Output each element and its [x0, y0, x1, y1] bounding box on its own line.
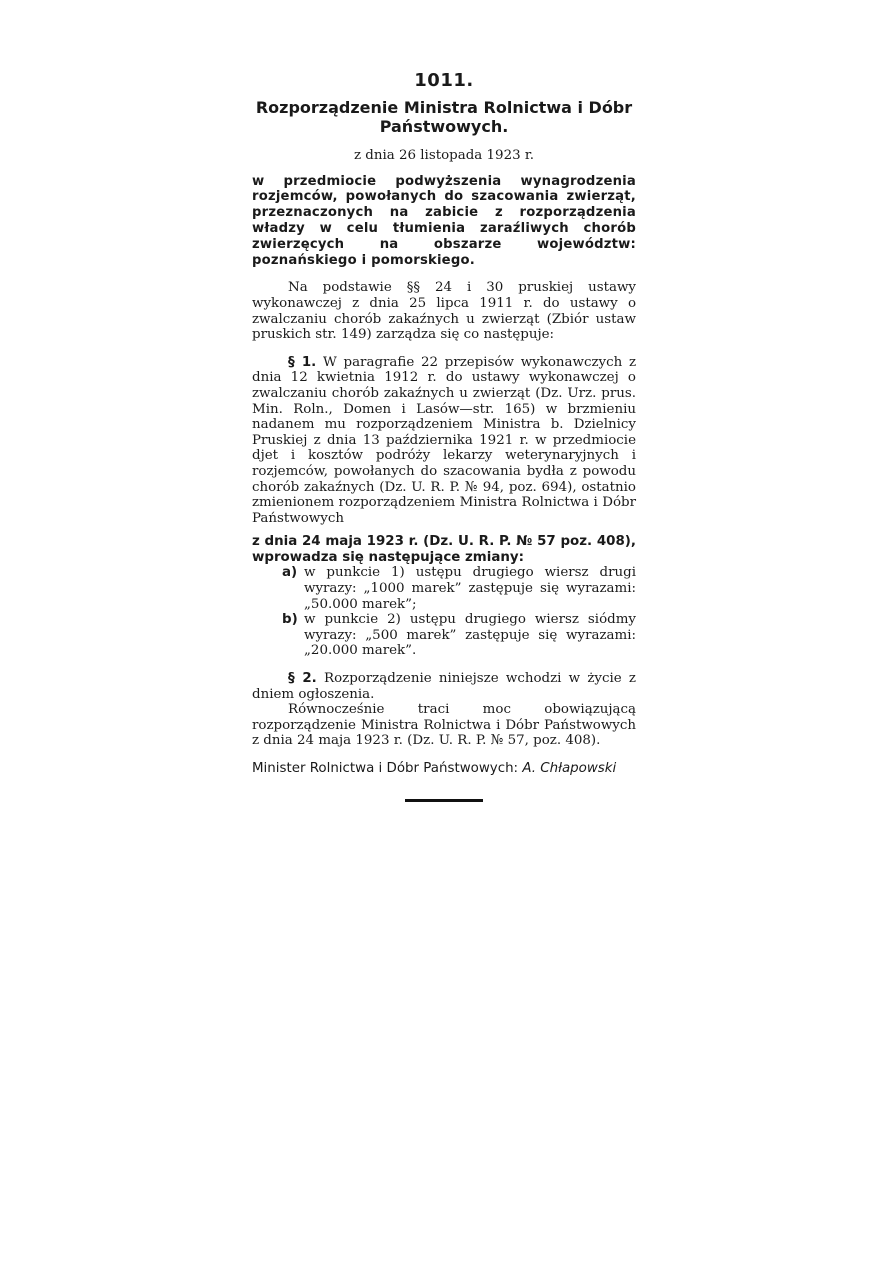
amendment-item-label: a): [282, 565, 298, 581]
preamble-paragraph: Na podstawie §§ 24 i 30 pruskiej ustawy wykonawczej z dnia 25 lipca 1911 r. do ustawy o zwalczaniu chorób zakaźnych u zwierząt (Zbiór ustaw pruskich str. 149) zarządza się co następuje:: [252, 280, 636, 343]
section-1-label: § 1.: [288, 354, 317, 370]
signature-name: A. Chłapowski: [522, 761, 617, 776]
section-1: [252, 355, 636, 527]
amendment-item-a: [252, 565, 636, 612]
amendment-item-b: [252, 612, 636, 659]
end-rule: [405, 799, 483, 802]
section-2-label: § 2.: [288, 671, 317, 687]
section-2-text: Rozporządzenie niniejsze wchodzi w życie z dniem ogłoszenia.: [252, 671, 636, 702]
section-1-text: W paragrafie 22 przepisów wykonawczych z dnia 12 kwietnia 1912 r. do ustawy wykonawczej o zwalczaniu chorób zakaźnych u zwierząt (Dz. Urz. prus. Min. Roln., Domen i Lasów—str. 165) w brzmieniu nadanem mu rozporządzeniem Ministra b. Dzielnicy Pruskiej z dnia 13 października 1921 r. w przedmiocie djet i kosztów podróży lekarzy weterynaryjnych i rozjemców, powołanych do szacowania bydła z powodu chorób zakaźnych (Dz. U. R. P. № 94, poz. 694), ostatnio zmienionem rozporządzeniem Ministra Rolnictwa i Dóbr Państwowych: [252, 354, 637, 526]
amendment-item-label: b): [282, 612, 298, 628]
document-title: Rozporządzenie Ministra Rolnictwa i Dóbr Państwowych.: [255, 98, 633, 136]
amendment-item-text: w punkcie 2) ustępu drugiego wiersz siódmy wyrazy: „500 marek” zastępuje się wyrazami: „20.000 marek”.: [304, 612, 636, 659]
amendment-item-text: w punkcie 1) ustępu drugiego wiersz drugi wyrazy: „1000 marek” zastępuje się wyrazami: „50.000 marek”;: [304, 565, 636, 612]
section-2: [252, 671, 636, 702]
document-subject: w przedmiocie podwyższenia wynagrodzenia rozjemców, powołanych do szacowania zwierząt, przeznaczonych na zabicie z rozporządzenia władzy w celu tłumienia zaraźliwych chorób zwierzęcych na obszarze województw: poznańskiego i pomorskiego.: [252, 173, 636, 268]
document-date: z dnia 26 listopada 1923 r.: [353, 148, 535, 163]
signature-line: [252, 761, 636, 777]
repeal-paragraph: Równocześnie traci moc obowiązującą rozporządzenie Ministra Rolnictwa i Dóbr Państwowych z dnia 24 maja 1923 r. (Dz. U. R. P. № 57, poz. 408).: [252, 702, 636, 749]
document-number: 1011.: [414, 70, 474, 91]
section-1-continuation: z dnia 24 maja 1923 r. (Dz. U. R. P. № 57 poz. 408), wprowadza się następujące zmiany:: [252, 534, 636, 565]
signature-role: Minister Rolnictwa i Dóbr Państwowych:: [252, 761, 519, 776]
document-page: [252, 70, 636, 802]
